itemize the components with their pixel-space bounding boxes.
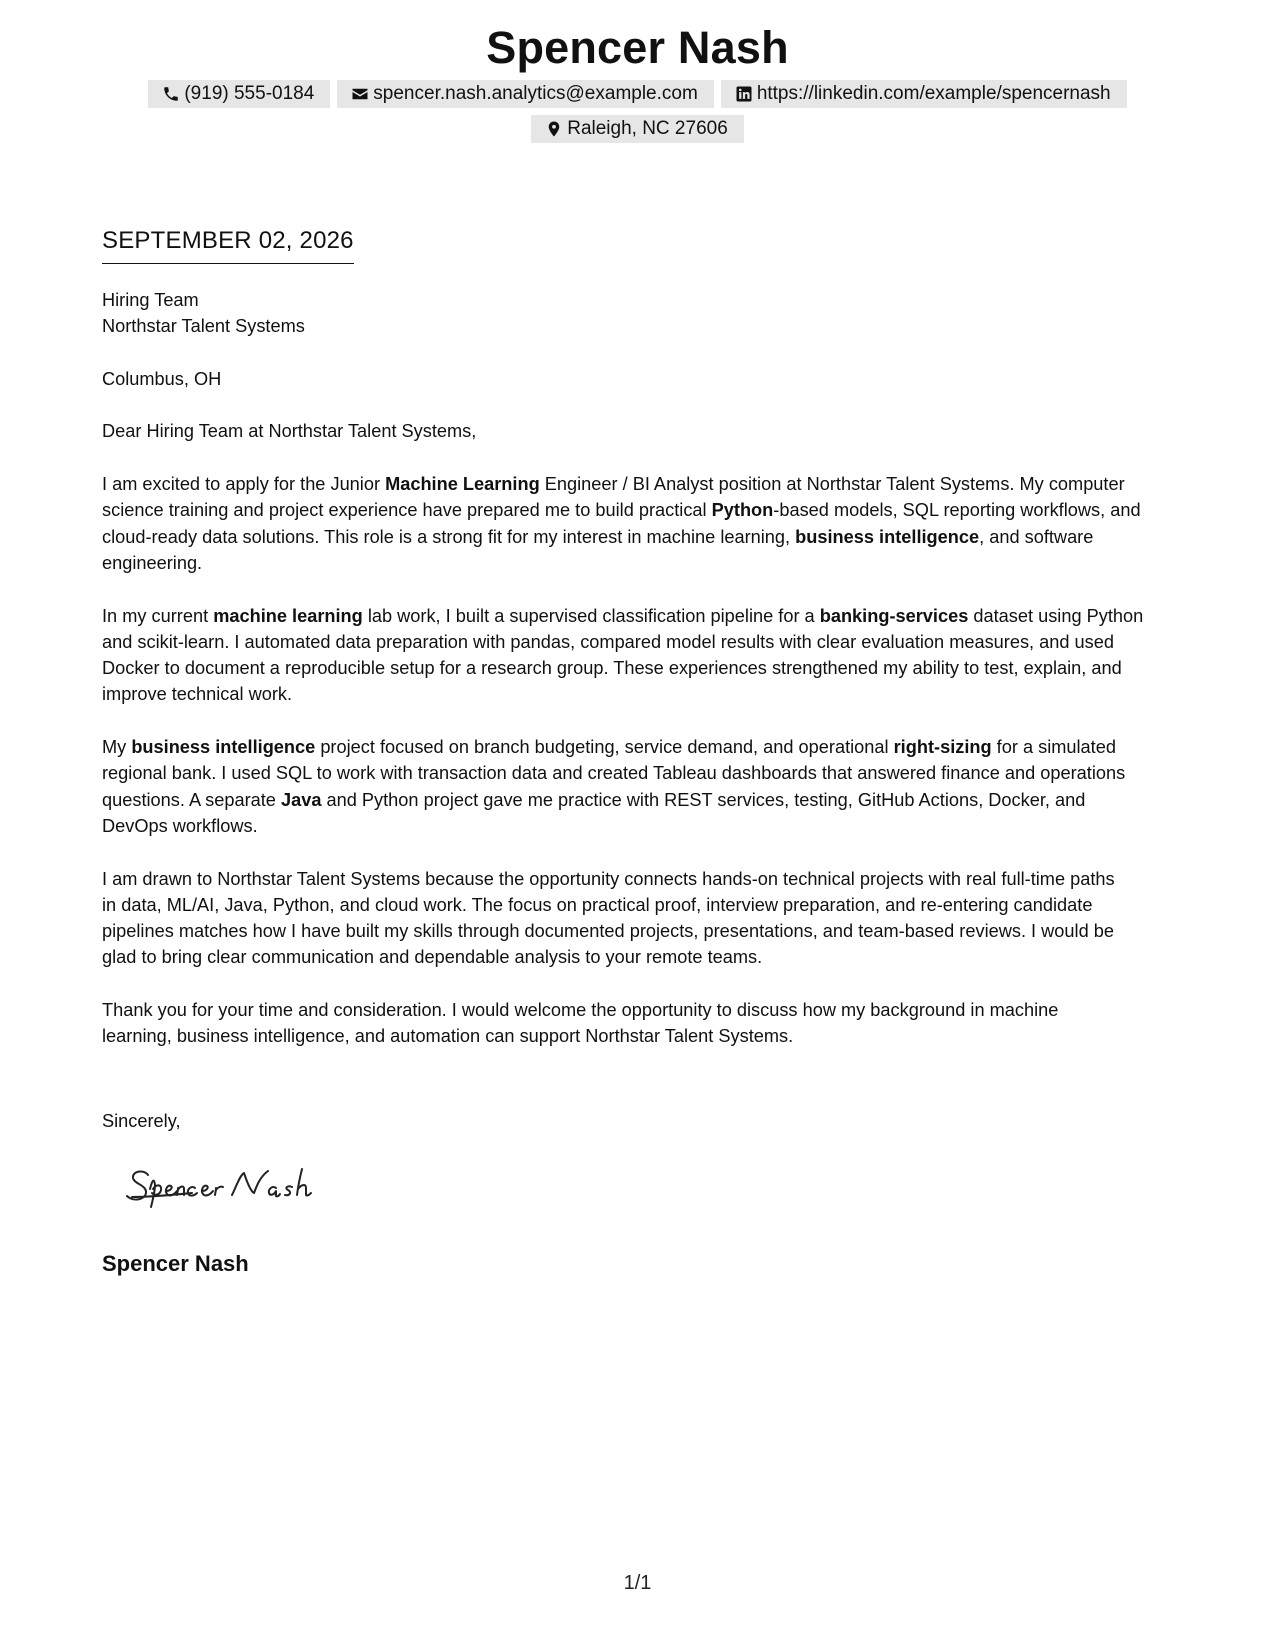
email-text: spencer.nash.analytics@example.com <box>373 83 698 104</box>
recipient-company: Northstar Talent Systems <box>102 316 305 337</box>
linkedin-text: https://linkedin.com/example/spencernash <box>756 83 1111 104</box>
paragraph-2: In my current machine learning lab work, I built a supervised classification pipeline for a banking-services dataset using Python and scikit-learn. I automated data preparation with pandas, compared model results with clear evaluation measures, and used Docker to document a reproducible setup for a research group. These experiences strengthened my ability to test, explain, and improve technical work. <box>102 605 1144 705</box>
letter-date: SEPTEMBER 02, 2026 <box>102 226 354 264</box>
paragraph-3: My business intelligence project focused on branch budgeting, service demand, and operational right-sizing for a simulated regional bank. I used SQL to work with transaction data and created Tableau dashboards that answered finance and operations questions. A separate Java and Python project gave me practice with REST services, testing, GitHub Actions, Docker, and DevOps workflows. <box>102 737 1126 836</box>
signer-name: Spencer Nash <box>102 1251 249 1276</box>
phone-chip <box>148 80 330 108</box>
keyword-highlight: business intelligence <box>795 526 980 547</box>
map-pin-icon <box>544 119 564 139</box>
page-indicator: 1/1 <box>623 1572 652 1594</box>
paragraph-4: I am drawn to Northstar Talent Systems because the opportunity connects hands-on technical projects with real full-time paths in data, ML/AI, Java, Python, and cloud work. The focus on practical proof, interview preparation, and re-entering candidate pipelines matches how I have built my skills through documented projects, presentations, and team-based reviews. I would be glad to bring clear communication and dependable analysis to your remote teams. <box>102 868 1115 968</box>
applicant-name: Spencer Nash <box>486 22 789 73</box>
keyword-highlight: Python <box>711 500 774 521</box>
keyword-highlight: business intelligence <box>131 737 316 758</box>
keyword-highlight: right-sizing <box>893 737 992 758</box>
linkedin-icon <box>734 84 754 104</box>
recipient-line: Hiring Team <box>102 290 199 310</box>
location-text: Raleigh, NC 27606 <box>567 118 728 139</box>
closing: Sincerely, <box>102 1111 181 1131</box>
phone-text: (919) 555-0184 <box>184 83 315 104</box>
phone-icon <box>161 84 181 104</box>
keyword-highlight: banking-services <box>819 605 969 626</box>
linkedin-chip[interactable] <box>721 80 1127 108</box>
handwritten-signature <box>124 1155 354 1215</box>
envelope-icon <box>350 84 370 104</box>
paragraph-1: I am excited to apply for the Junior Machine Learning Engineer / BI Analyst position at Northstar Talent Systems. My computer science training and project experience have prepared me to build practical Python-based models, SQL reporting workflows, and cloud-ready data solutions. This role is a strong fit for my interest in machine learning, business intelligence, and software engineering. <box>102 474 1141 573</box>
salutation: Dear Hiring Team at Northstar Talent Systems, <box>102 421 477 442</box>
contact-row-location <box>0 115 1275 143</box>
paragraph-5: Thank you for your time and consideration. I would welcome the opportunity to discuss how my background in machine learning, business intelligence, and automation can support Northstar Talent Systems. <box>102 1000 1059 1047</box>
recipient-location: Columbus, OH <box>102 368 222 389</box>
letter-body <box>102 287 1182 1050</box>
keyword-highlight: machine learning <box>213 605 363 626</box>
keyword-highlight: Java <box>280 789 322 810</box>
keyword-highlight: Machine Learning <box>385 474 540 495</box>
email-chip[interactable] <box>337 80 714 108</box>
location-chip <box>531 115 744 143</box>
contact-row <box>0 80 1275 108</box>
